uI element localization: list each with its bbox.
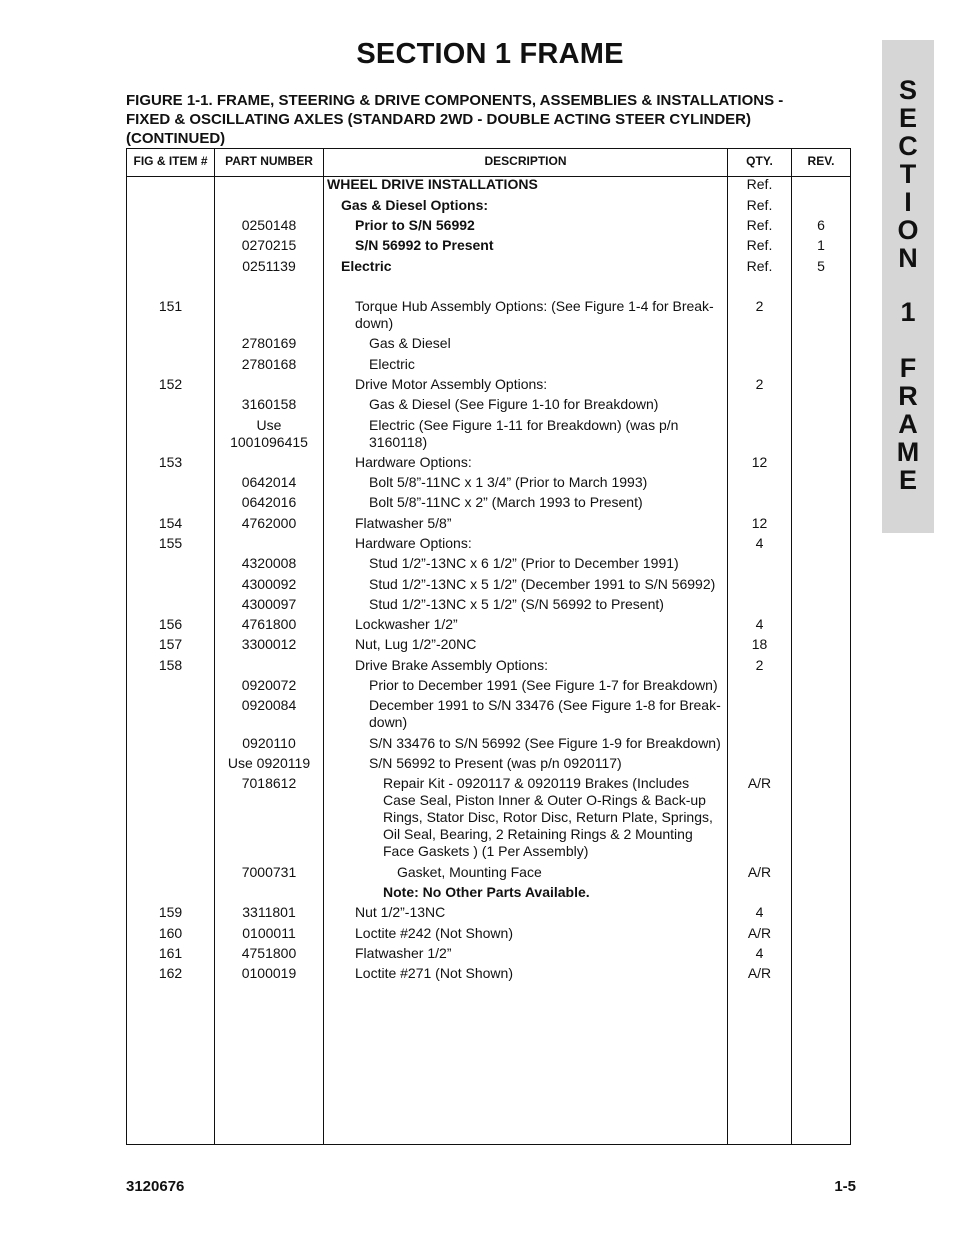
description-cell: Gas & Diesel (See Figure 1-10 for Breakdown) — [369, 396, 659, 412]
part-number-cell: 4761800 — [241, 616, 297, 632]
part-number-cell: 0270215 — [241, 237, 297, 253]
figure-caption — [126, 91, 846, 148]
fig-item-cell: 158 — [158, 657, 183, 673]
part-number-cell: Use 1001096415 — [230, 417, 308, 450]
qty-cell: 4 — [755, 904, 764, 920]
description-cell: Hardware Options: — [355, 535, 472, 551]
qty-cell: A/R — [747, 775, 772, 791]
description-cell: Flatwasher 5/8” — [355, 515, 452, 531]
qty-cell: Ref. — [746, 176, 773, 192]
part-number-cell: 3160158 — [241, 396, 297, 412]
part-number-cell: 3311801 — [242, 904, 296, 920]
side-tab-letter: R — [898, 381, 918, 411]
description-cell: Prior to S/N 56992 — [355, 217, 475, 233]
side-tab-letter: C — [898, 131, 918, 161]
header-fig-item: FIG & ITEM # — [133, 154, 208, 168]
part-number-cell: 7000731 — [241, 864, 297, 880]
part-number-cell: 4320008 — [241, 555, 297, 571]
qty-cell: 4 — [755, 535, 764, 551]
description-cell: Nut, Lug 1/2”-20NC — [355, 636, 477, 652]
fig-item-cell: 151 — [158, 298, 183, 314]
header-rev: REV. — [807, 154, 835, 168]
description-cell: Repair Kit - 0920117 & 0920119 Brakes (Includes Case Seal, Piston Inner & Outer O-Rings & Back-up Rings, Stator Disc, Rotor Disc, Return Plate, Springs, Oil Seal, Bearing, 2 Retaining Rings & 2 Mounting Face Gaskets ) (1 Per Assembly) — [383, 775, 713, 859]
header-qty: QTY. — [746, 154, 773, 168]
side-tab-letter: T — [899, 159, 917, 189]
description-cell: Loctite #271 (Not Shown) — [355, 965, 513, 981]
header-part-number: PART NUMBER — [225, 154, 313, 168]
side-tab-letter: S — [898, 75, 917, 105]
fig-item-cell: 153 — [158, 454, 183, 470]
description-cell: Prior to December 1991 (See Figure 1-7 for Breakdown) — [369, 677, 718, 693]
qty-cell: A/R — [747, 925, 772, 941]
qty-cell: 18 — [751, 636, 768, 652]
part-number-cell: 0920084 — [241, 697, 297, 713]
rev-cell: 1 — [817, 237, 825, 253]
part-number-cell: 0251139 — [242, 258, 296, 274]
description-cell: Torque Hub Assembly Options: (See Figure 1-4 for Break- down) — [355, 298, 714, 331]
qty-cell: 12 — [751, 515, 768, 531]
part-number-cell: 2780169 — [241, 335, 297, 351]
document-number: 3120676 — [126, 1178, 185, 1195]
description-cell: Stud 1/2”-13NC x 5 1/2” (December 1991 to S/N 56992) — [369, 576, 716, 592]
part-number-cell: 0920110 — [242, 735, 296, 751]
section-side-tab — [882, 40, 934, 533]
description-cell: Drive Motor Assembly Options: — [355, 376, 548, 392]
side-tab-letter: A — [898, 409, 918, 439]
part-number-cell: 7018612 — [241, 775, 297, 791]
qty-cell: 2 — [755, 657, 764, 673]
qty-cell: Ref. — [746, 197, 773, 213]
part-number-cell: 4300097 — [241, 596, 297, 612]
side-tab-letter: N — [898, 243, 918, 273]
description-cell: Flatwasher 1/2” — [355, 945, 452, 961]
fig-item-cell: 159 — [158, 904, 183, 920]
part-number-cell: 0100011 — [242, 925, 296, 941]
part-number-cell: 0920072 — [241, 677, 297, 693]
part-number-cell: 2780168 — [241, 356, 297, 372]
qty-cell: A/R — [747, 965, 772, 981]
description-cell: Electric — [341, 258, 392, 274]
description-cell: Bolt 5/8”-11NC x 2” (March 1993 to Present) — [369, 494, 643, 510]
qty-cell: 4 — [755, 945, 764, 961]
description-cell: Gas & Diesel — [369, 335, 451, 351]
description-cell: December 1991 to S/N 33476 (See Figure 1-8 for Break- down) — [369, 697, 721, 730]
fig-item-cell: 157 — [158, 636, 183, 652]
part-number-cell: Use 0920119 — [227, 755, 311, 771]
description-cell: Lockwasher 1/2” — [355, 616, 458, 632]
description-cell: S/N 33476 to S/N 56992 (See Figure 1-9 for Breakdown) — [369, 735, 721, 751]
caption-line: FIGURE 1-1. FRAME, STEERING & DRIVE COMPONENTS, ASSEMBLIES & INSTALLATIONS - — [126, 92, 784, 109]
part-number-cell: 0250148 — [241, 217, 297, 233]
part-number-cell: 4751800 — [241, 945, 297, 961]
description-cell: Stud 1/2”-13NC x 6 1/2” (Prior to December 1991) — [369, 555, 679, 571]
part-number-cell: 0100019 — [241, 965, 297, 981]
side-tab-letter: O — [897, 215, 919, 245]
side-tab-letter: E — [898, 103, 917, 133]
description-cell: Hardware Options: — [355, 454, 472, 470]
side-tab-letter: M — [896, 437, 920, 467]
part-number-cell: 3300012 — [241, 636, 297, 652]
qty-cell: Ref. — [746, 258, 773, 274]
fig-item-cell: 156 — [158, 616, 183, 632]
description-cell: S/N 56992 to Present (was p/n 0920117) — [369, 755, 622, 771]
fig-item-cell: 154 — [158, 515, 183, 531]
qty-cell: 2 — [755, 298, 764, 314]
qty-cell: 12 — [751, 454, 768, 470]
description-cell: Loctite #242 (Not Shown) — [355, 925, 513, 941]
description-cell: Electric (See Figure 1-11 for Breakdown) (was p/n 3160118) — [369, 417, 679, 450]
side-tab-letter: I — [904, 187, 912, 217]
description-cell: Gasket, Mounting Face — [397, 864, 542, 880]
side-tab-letter: E — [898, 465, 917, 495]
description-cell: Stud 1/2”-13NC x 5 1/2” (S/N 56992 to Present) — [369, 596, 664, 612]
description-cell: Electric — [369, 356, 415, 372]
fig-item-cell: 160 — [158, 925, 183, 941]
part-number-cell: 0642014 — [241, 474, 297, 490]
parts-table — [126, 148, 851, 1145]
description-cell: Bolt 5/8”-11NC x 1 3/4” (Prior to March 1993) — [369, 474, 648, 490]
caption-line: FIXED & OSCILLATING AXLES (STANDARD 2WD - DOUBLE ACTING STEER CYLINDER) — [126, 111, 751, 128]
column-divider — [791, 149, 792, 1144]
page-number: 1-5 — [834, 1178, 856, 1195]
part-number-cell: 4762000 — [241, 515, 297, 531]
table-header — [127, 149, 850, 177]
column-divider — [323, 149, 324, 1144]
fig-item-cell: 161 — [158, 945, 183, 961]
rev-cell: 6 — [817, 217, 825, 233]
fig-item-cell: 155 — [158, 535, 183, 551]
description-cell: Drive Brake Assembly Options: — [355, 657, 548, 673]
qty-cell: Ref. — [746, 237, 773, 253]
description-cell: Gas & Diesel Options: — [341, 197, 489, 213]
side-tab-letter: 1 — [900, 297, 916, 327]
description-cell: S/N 56992 to Present — [355, 237, 494, 253]
section-title: SECTION 1 FRAME — [356, 38, 624, 70]
fig-item-cell: 152 — [158, 376, 183, 392]
rev-cell: 5 — [817, 258, 825, 274]
description-cell: Note: No Other Parts Available. — [383, 884, 590, 900]
part-number-cell: 4300092 — [241, 576, 297, 592]
qty-cell: 2 — [755, 376, 764, 392]
header-description: DESCRIPTION — [484, 154, 567, 168]
part-number-cell: 0642016 — [241, 494, 297, 510]
description-cell: Nut 1/2”-13NC — [355, 904, 446, 920]
description-cell: WHEEL DRIVE INSTALLATIONS — [327, 176, 538, 192]
fig-item-cell: 162 — [158, 965, 183, 981]
qty-cell: Ref. — [746, 217, 773, 233]
qty-cell: 4 — [755, 616, 764, 632]
caption-line: (CONTINUED) — [126, 130, 226, 147]
qty-cell: A/R — [747, 864, 772, 880]
side-tab-letter: F — [899, 353, 917, 383]
